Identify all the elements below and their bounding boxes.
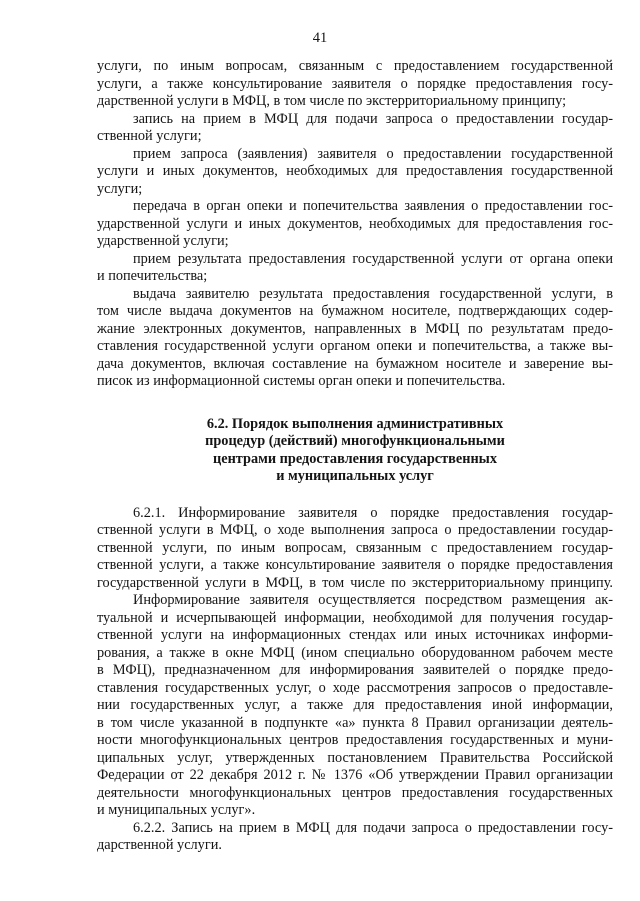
text-line: ставления государственных услуг, о ходе рассмотрения запросов о предоставле- [97, 679, 613, 696]
text-line: запись на прием в МФЦ для подачи запроса о предоставлении государ- [133, 110, 613, 127]
text-line: ципальных услуг, утвержденных постановлением Правительства Российской [97, 749, 613, 766]
text-line: дарственной услуги. [97, 837, 222, 853]
text-line: услуги, а также консультирование заявителя о порядке предоставления госу- [97, 75, 613, 92]
text-line: государственной услуги в МФЦ, в том числе по экстерриториальному принципу. [97, 574, 613, 591]
text-line: ственной услуги, а также консультирование заявителя о порядке предоставления [97, 557, 613, 573]
document-body [97, 58, 613, 855]
text-line: том числе выдача документов на бумажном носителе, подтверждающих содер- [97, 303, 613, 319]
text-line: Федерации от 22 декабря 2012 г. № 1376 «Об утверждении Правил организации [97, 767, 613, 783]
text-line: туальной и исчерпывающей информации, необходимой для получения государ- [97, 609, 613, 626]
section-heading-line: процедур (действий) многофункциональными [205, 433, 505, 449]
text-line: прием результата предоставления государственной услуги от органа опеки [133, 250, 613, 267]
spacer [97, 391, 613, 416]
text-line: деятельности многофункциональных центров предоставления государственных [97, 784, 613, 801]
text-line: писок из информационной системы орган опеки и попечительства. [97, 373, 506, 389]
text-line: выдача заявителю результата предоставления государственной услуги, в [133, 285, 613, 302]
text-line: ставления государственной услуги органом опеки и попечительства, а также вы- [97, 338, 613, 354]
text-line: ственной услуги; [97, 128, 202, 144]
text-line: ности многофункциональных центров предоставления государственных и муни- [97, 732, 613, 748]
section-heading-line: и муниципальных услуг [276, 468, 434, 484]
text-line: дача документов, включая составление на бумажном носителе и заверение вы- [97, 355, 613, 372]
text-line: ственной услуги на информационных стендах или иных источниках информи- [97, 627, 613, 643]
text-line: 6.2.2. Запись на прием в МФЦ для подачи запроса о предоставлении госу- [133, 819, 613, 836]
text-line: ственной услуги в МФЦ, о ходе выполнения запроса о предоставлении государ- [97, 522, 613, 538]
text-line: в том числе указанной в подпункте «а» пункта 8 Правил организации деятель- [97, 714, 613, 731]
text-line: Информирование заявителя осуществляется посредством размещения ак- [133, 592, 613, 608]
spacer [97, 486, 613, 505]
text-line: услуги, по иным вопросам, связанным с предоставлением государственной [97, 58, 613, 74]
text-line: и попечительства; [97, 268, 208, 284]
text-line: рования, а также в окне МФЦ (ином специально оборудованном рабочем месте [97, 644, 613, 661]
text-line: передача в орган опеки и попечительства заявления о предоставлении гос- [133, 198, 613, 214]
text-line: ударственной услуги; [97, 233, 229, 249]
text-line: ственной услуги, по иным вопросам, связанным с предоставлением государ- [97, 539, 613, 556]
section-heading-line: центрами предоставления государственных [212, 450, 497, 467]
text-line: ударственной услуги и иных документов, необходимых для предоставления гос- [97, 215, 613, 232]
text-line: 6.2.1. Информирование заявителя о порядке предоставления государ- [133, 504, 613, 521]
text-line: и муниципальных услуг». [97, 802, 256, 818]
text-line: в МФЦ), предназначенном для информирования заявителей о порядке предо- [97, 662, 613, 678]
text-line: жание электронных документов, направленных в МФЦ по результатам предо- [97, 320, 613, 337]
text-line: дарственной услуги в МФЦ, в том числе по экстерриториальному принципу; [97, 93, 567, 109]
page-number: 41 [312, 30, 328, 46]
text-line: услуги; [97, 180, 143, 197]
section-heading-line: 6.2. Порядок выполнения административных [206, 415, 504, 432]
text-line: нии государственных услуг, а также для предоставления иной информации, [97, 697, 613, 713]
text-line: услуги и иных документов, необходимых для предоставления государственной [97, 163, 613, 179]
text-line: прием запроса (заявления) заявителя о предоставлении государственной [133, 145, 613, 162]
